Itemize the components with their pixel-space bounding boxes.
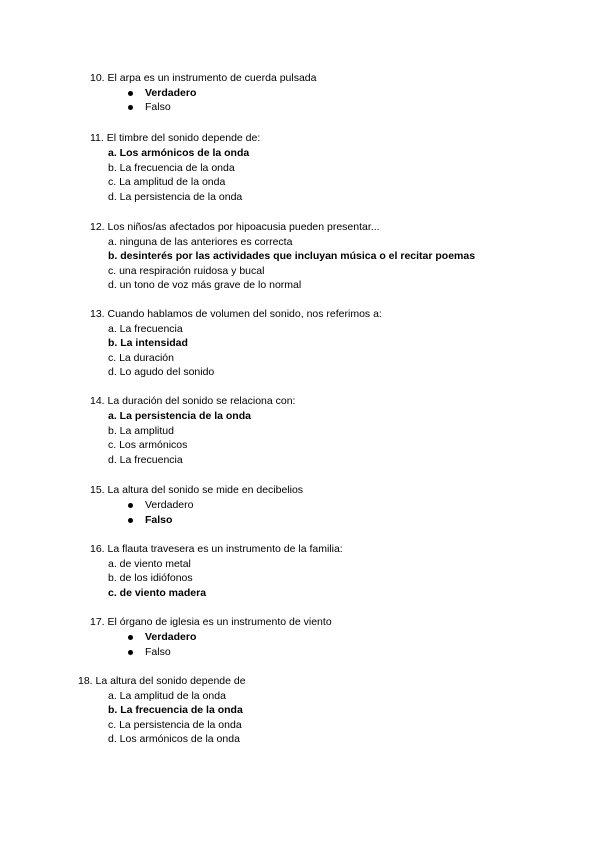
answer-option: Falso xyxy=(145,514,173,526)
answer-option: b. desinterés por las actividades que incluyan música o el recitar poemas xyxy=(108,250,476,262)
answer-option: c. de viento madera xyxy=(108,586,207,599)
answer-option: b. La intensidad xyxy=(108,337,188,349)
question-stem: 10. El arpa es un instrumento de cuerda pulsada xyxy=(90,72,317,84)
answer-option: b. La frecuencia de la onda xyxy=(108,704,243,716)
answer-option: Verdadero xyxy=(145,87,197,99)
answer-option: b. La frecuencia de la onda xyxy=(108,161,235,174)
answer-option: b. de los idiófonos xyxy=(108,572,193,584)
answer-option: d. Los armónicos de la onda xyxy=(108,733,240,745)
answer-option: Falso xyxy=(145,101,171,113)
question-stem: 17. El órgano de iglesia es un instrumento de viento xyxy=(90,616,332,628)
answer-option: a. de viento metal xyxy=(108,557,191,570)
answer-option: Verdadero xyxy=(145,631,197,643)
question-stem: 18. La altura del sonido depende de xyxy=(78,675,246,687)
question-stem: 16. La flauta travesera es un instrumento de la familia: xyxy=(90,543,343,555)
answer-option: b. La amplitud xyxy=(108,424,174,437)
answer-option: d. Lo agudo del sonido xyxy=(108,366,215,378)
answer-option: a. Los armónicos de la onda xyxy=(108,147,250,159)
bullet-icon xyxy=(128,518,133,523)
answer-option: a. La persistencia de la onda xyxy=(108,410,251,422)
question-stem: 13. Cuando hablamos de volumen del sonido, nos referimos a: xyxy=(90,308,382,320)
question-stem: 14. La duración del sonido se relaciona con: xyxy=(90,395,296,407)
bullet-icon xyxy=(128,105,133,110)
answer-option: Falso xyxy=(145,646,171,658)
answer-option: c. La persistencia de la onda xyxy=(108,718,242,731)
bullet-icon xyxy=(128,635,133,640)
answer-option: a. ninguna de las anteriores es correcta xyxy=(108,235,293,248)
question-stem: 12. Los niños/as afectados por hipoacusia pueden presentar... xyxy=(90,221,380,233)
answer-option: c. Los armónicos xyxy=(108,439,188,451)
answer-option: c. La amplitud de la onda xyxy=(108,176,226,188)
answer-option: a. La frecuencia xyxy=(108,322,183,335)
answer-option: Verdadero xyxy=(145,499,194,511)
question-stem: 15. La altura del sonido se mide en decibelios xyxy=(90,484,304,496)
question-stem: 11. El timbre del sonido depende de: xyxy=(90,132,261,144)
bullet-icon xyxy=(128,91,133,96)
bullet-icon xyxy=(128,503,133,508)
answer-option: a. La amplitud de la onda xyxy=(108,689,226,702)
bullet-icon xyxy=(128,650,133,655)
answer-option: d. un tono de voz más grave de lo normal xyxy=(108,279,302,291)
answer-option: d. La persistencia de la onda xyxy=(108,190,243,203)
answer-option: c. La duración xyxy=(108,351,174,364)
answer-option: d. La frecuencia xyxy=(108,453,183,466)
answer-option: c. una respiración ruidosa y bucal xyxy=(108,264,265,277)
